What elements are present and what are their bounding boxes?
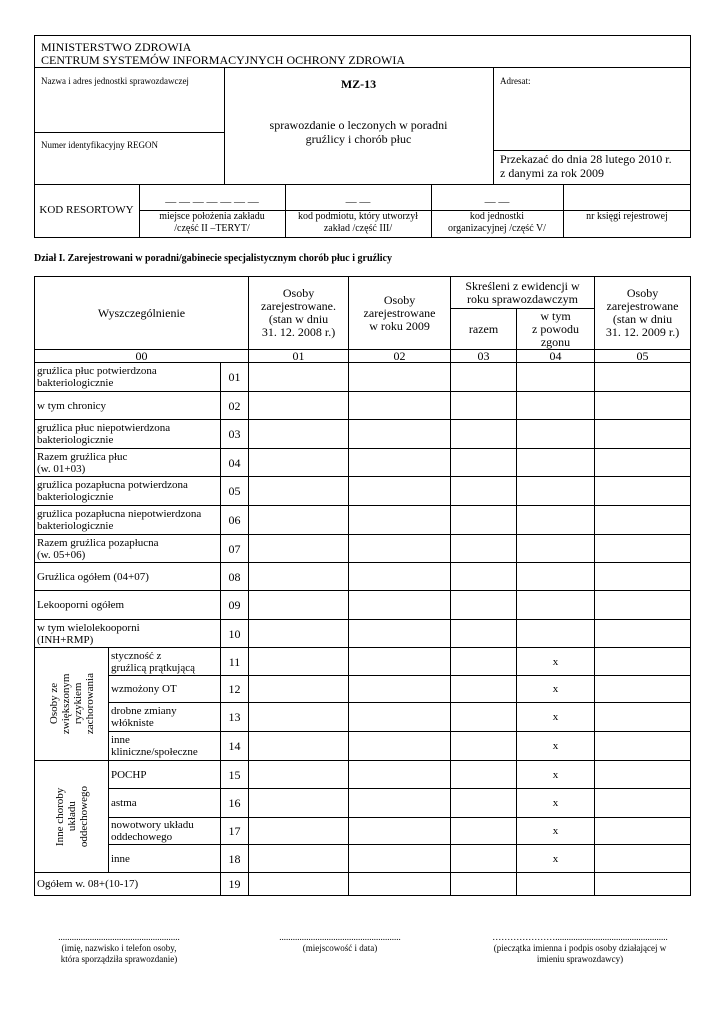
group-respiratory-label: [35, 761, 109, 873]
cell-col02[interactable]: [349, 703, 451, 732]
cell-col04[interactable]: [517, 449, 595, 477]
kod-col2-line2: zakład /część III/: [323, 223, 393, 234]
cell-col03[interactable]: [451, 761, 517, 789]
cell-col01[interactable]: [249, 591, 349, 620]
group-label-text: Osoby ze zwiększonym ryzykiem zachorowania: [47, 673, 96, 735]
cell-col02[interactable]: [349, 420, 451, 449]
cell-col05[interactable]: [595, 449, 691, 477]
cell-col05[interactable]: [595, 845, 691, 873]
cell-col03[interactable]: [451, 363, 517, 392]
row-label: gruźlica płuc niepotwierdzona bakteriologicznie: [35, 420, 221, 449]
cell-col04[interactable]: x: [517, 818, 595, 845]
kod-dashes-3: — —: [484, 196, 510, 208]
cell-col04[interactable]: [517, 620, 595, 648]
cell-col05[interactable]: [595, 873, 691, 896]
signature-rep-line2: imieniu sprawozdawcy): [536, 954, 624, 964]
table-row: [35, 363, 691, 392]
table-row: [35, 392, 691, 420]
cell-col04[interactable]: x: [517, 845, 595, 873]
colnum-05: 05: [595, 350, 691, 363]
kod-col4: nr księgi rejestrowej: [586, 211, 668, 222]
table-row: [35, 703, 691, 732]
row-number: 03: [221, 420, 249, 449]
cell-col03[interactable]: [451, 818, 517, 845]
table-row: [35, 620, 691, 648]
row-label: Razem gruźlica pozapłucna (w. 05+06): [35, 535, 221, 563]
header-wyszczegolnienie: Wyszczególnienie: [35, 277, 249, 350]
cell-col04[interactable]: [517, 420, 595, 449]
row-number: 02: [221, 392, 249, 420]
cell-col02[interactable]: [349, 392, 451, 420]
cell-col04[interactable]: [517, 363, 595, 392]
cell-col03[interactable]: [451, 620, 517, 648]
cell-col02[interactable]: [349, 873, 451, 896]
row-number: 08: [221, 563, 249, 591]
signature-preparer-line1: (imię, nazwisko i telefon osoby,: [61, 943, 177, 953]
header-col02: Osoby zarejestrowane w roku 2009: [349, 277, 451, 350]
row-number: 04: [221, 449, 249, 477]
cell-col03[interactable]: [451, 392, 517, 420]
kod-col1-line2: /część II –TERYT/: [174, 223, 250, 234]
cell-col05[interactable]: [595, 477, 691, 506]
cell-col03[interactable]: [451, 535, 517, 563]
cell-col03[interactable]: [451, 449, 517, 477]
row-label: gruźlica pozapłucna potwierdzona bakteriologicznie: [35, 477, 221, 506]
cell-col02[interactable]: [349, 591, 451, 620]
kod-col3-line1: kod jednostki: [469, 211, 525, 222]
addressee-label: Adresat:: [500, 76, 531, 86]
row-number: 11: [221, 648, 249, 676]
cell-col01[interactable]: [249, 620, 349, 648]
cell-col02[interactable]: [349, 789, 451, 818]
group-label-text: Inne choroby układu oddechowego: [53, 785, 90, 848]
cell-col01[interactable]: [249, 648, 349, 676]
cell-col01[interactable]: [249, 818, 349, 845]
cell-col03[interactable]: [451, 873, 517, 896]
row-number: 05: [221, 477, 249, 506]
cell-col04[interactable]: x: [517, 648, 595, 676]
cell-col05[interactable]: [595, 789, 691, 818]
row-number: 09: [221, 591, 249, 620]
row-number: 10: [221, 620, 249, 648]
cell-col04[interactable]: [517, 477, 595, 506]
cell-col05[interactable]: [595, 420, 691, 449]
row-number: 01: [221, 363, 249, 392]
signature-place-dots: ......................................................: [279, 932, 401, 942]
kod-dashes-1: — — — — — — —: [165, 196, 259, 208]
cell-col02[interactable]: [349, 535, 451, 563]
table-row: [35, 648, 691, 676]
kod-dashes-2: — —: [345, 196, 371, 208]
table-row: [35, 732, 691, 761]
cell-col01[interactable]: [249, 845, 349, 873]
cell-col01[interactable]: [249, 873, 349, 896]
cell-col03[interactable]: [451, 789, 517, 818]
row-number: 14: [221, 732, 249, 761]
signature-place-line1: (miejscowość i data): [302, 943, 378, 953]
table-row: [35, 818, 691, 845]
cell-col01[interactable]: [249, 761, 349, 789]
table-row: [35, 477, 691, 506]
header-wtym: w tym z powodu zgonu: [517, 309, 595, 350]
header-col01: Osoby zarejestrowane. (stan w dniu 31. 12. 2008 r.): [249, 277, 349, 350]
row-number: 07: [221, 535, 249, 563]
row-label: inne: [109, 845, 221, 873]
group-risk-label: [35, 648, 109, 761]
deadline-line1: Przekazać do dnia 28 lutego 2010 r.: [500, 152, 672, 166]
cell-col03[interactable]: [451, 420, 517, 449]
row-number: 13: [221, 703, 249, 732]
table-row: [35, 449, 691, 477]
cell-col05[interactable]: [595, 676, 691, 703]
kod-col1-line1: miejsce położenia zakładu: [159, 211, 265, 222]
ministry-name: MINISTERSTWO ZDROWIA: [41, 40, 192, 54]
cell-col02[interactable]: [349, 676, 451, 703]
cell-col02[interactable]: [349, 506, 451, 535]
colnum-02: 02: [349, 350, 451, 363]
cell-col02[interactable]: [349, 761, 451, 789]
cell-col03[interactable]: [451, 591, 517, 620]
cell-col01[interactable]: [249, 392, 349, 420]
form-title-line1: sprawozdanie o leczonych w poradni: [269, 118, 448, 132]
colnum-04: 04: [517, 350, 595, 363]
header-col05: Osoby zarejestrowane (stan w dniu 31. 12. 2009 r.): [595, 277, 691, 350]
cell-col03[interactable]: [451, 703, 517, 732]
cell-col04[interactable]: x: [517, 676, 595, 703]
row-label: POCHP: [109, 761, 221, 789]
section-title: Dział I. Zarejestrowani w poradni/gabinecie specjalistycznym chorób płuc i gruźlicy: [34, 253, 392, 264]
cell-col05[interactable]: [595, 506, 691, 535]
cell-col03[interactable]: [451, 563, 517, 591]
kod-col3-line2: organizacyjnej /część V/: [448, 223, 546, 234]
cell-col04[interactable]: [517, 535, 595, 563]
row-label: nowotwory układu oddechowego: [109, 818, 221, 845]
column-number-row: [35, 350, 691, 363]
row-label: gruźlica pozapłucna niepotwierdzona bakteriologicznie: [35, 506, 221, 535]
table-row: [35, 789, 691, 818]
cell-col03[interactable]: [451, 477, 517, 506]
table-row: [35, 845, 691, 873]
table-row: [35, 506, 691, 535]
form-title-line2: gruźlicy i chorób płuc: [305, 132, 412, 146]
cell-col02[interactable]: [349, 449, 451, 477]
unit-name-label: Nazwa i adres jednostki sprawozdawczej: [41, 76, 189, 86]
row-number: 18: [221, 845, 249, 873]
cell-col04[interactable]: [517, 392, 595, 420]
cell-col02[interactable]: [349, 732, 451, 761]
header-skresleni: Skreśleni z ewidencji w roku sprawozdawczym: [451, 277, 595, 309]
table-row: [35, 761, 691, 789]
cell-col02[interactable]: [349, 477, 451, 506]
cell-col01[interactable]: [249, 363, 349, 392]
row-label: Ogółem w. 08+(10-17): [35, 873, 221, 896]
center-name: CENTRUM SYSTEMÓW INFORMACYJNYCH OCHRONY ZDROWIA: [41, 53, 406, 67]
signature-preparer-dots: ......................................................: [58, 932, 180, 942]
table-row: [35, 535, 691, 563]
cell-col05[interactable]: [595, 363, 691, 392]
row-number: 15: [221, 761, 249, 789]
row-label: Gruźlica ogółem (04+07): [35, 563, 221, 591]
row-label: w tym chronicy: [35, 392, 221, 420]
data-table: [34, 276, 691, 896]
cell-col02[interactable]: [349, 563, 451, 591]
deadline-line2: z danymi za rok 2009: [500, 166, 604, 180]
cell-col04[interactable]: x: [517, 732, 595, 761]
cell-col01[interactable]: [249, 732, 349, 761]
cell-col05[interactable]: [595, 761, 691, 789]
cell-col02[interactable]: [349, 620, 451, 648]
cell-col05[interactable]: [595, 732, 691, 761]
cell-col04[interactable]: [517, 591, 595, 620]
row-label: wzmożony OT: [109, 676, 221, 703]
cell-col05[interactable]: [595, 535, 691, 563]
signature-rep-line1: (pieczątka imienna i podpis osoby działającej w: [493, 943, 667, 953]
cell-col02[interactable]: [349, 648, 451, 676]
row-label: gruźlica płuc potwierdzona bakteriologicznie: [35, 363, 221, 392]
cell-col03[interactable]: [451, 676, 517, 703]
cell-col03[interactable]: [451, 506, 517, 535]
cell-col05[interactable]: [595, 591, 691, 620]
colnum-00: 00: [35, 350, 249, 363]
cell-col03[interactable]: [451, 732, 517, 761]
signature-rep-dots: …………………..................................................: [492, 932, 668, 942]
signature-preparer: [34, 932, 204, 965]
cell-col01[interactable]: [249, 676, 349, 703]
cell-col01[interactable]: [249, 703, 349, 732]
cell-col05[interactable]: [595, 818, 691, 845]
row-number: 06: [221, 506, 249, 535]
cell-col04[interactable]: [517, 563, 595, 591]
cell-col01[interactable]: [249, 535, 349, 563]
table-row: [35, 873, 691, 896]
signature-preparer-line2: która sporządziła sprawozdanie): [60, 954, 178, 964]
row-label: styczność z gruźlicą prątkującą: [109, 648, 221, 676]
table-row: [35, 420, 691, 449]
cell-col03[interactable]: [451, 845, 517, 873]
cell-col04[interactable]: x: [517, 703, 595, 732]
row-label: inne kliniczne/społeczne: [109, 732, 221, 761]
cell-col04[interactable]: x: [517, 761, 595, 789]
cell-col05[interactable]: [595, 563, 691, 591]
row-number: 19: [221, 873, 249, 896]
row-label: w tym wielolekooporni (INH+RMP): [35, 620, 221, 648]
kod-col2-line1: kod podmiotu, który utworzył: [298, 211, 418, 222]
regon-label: Numer identyfikacyjny REGON: [41, 140, 158, 150]
signature-representative: [470, 932, 690, 965]
cell-col01[interactable]: [249, 420, 349, 449]
cell-col05[interactable]: [595, 703, 691, 732]
row-label: drobne zmiany włókniste: [109, 703, 221, 732]
cell-col05[interactable]: [595, 392, 691, 420]
cell-col03[interactable]: [451, 648, 517, 676]
row-label: Lekooporni ogółem: [35, 591, 221, 620]
cell-col01[interactable]: [249, 506, 349, 535]
table-row: [35, 563, 691, 591]
table-row: [35, 676, 691, 703]
cell-col04[interactable]: [517, 873, 595, 896]
kod-resortowy-label: KOD RESORTOWY: [39, 204, 134, 216]
table-row: [35, 591, 691, 620]
form-code: MZ-13: [340, 77, 377, 91]
cell-col01[interactable]: [249, 789, 349, 818]
cell-col02[interactable]: [349, 818, 451, 845]
cell-col01[interactable]: [249, 477, 349, 506]
row-label: Razem gruźlica płuc (w. 01+03): [35, 449, 221, 477]
row-number: 12: [221, 676, 249, 703]
cell-col05[interactable]: [595, 648, 691, 676]
cell-col05[interactable]: [595, 620, 691, 648]
cell-col04[interactable]: [517, 506, 595, 535]
cell-col01[interactable]: [249, 449, 349, 477]
row-number: 16: [221, 789, 249, 818]
header-razem: razem: [451, 309, 517, 350]
colnum-03: 03: [451, 350, 517, 363]
cell-col02[interactable]: [349, 845, 451, 873]
row-label: astma: [109, 789, 221, 818]
cell-col02[interactable]: [349, 363, 451, 392]
row-number: 17: [221, 818, 249, 845]
cell-col04[interactable]: x: [517, 789, 595, 818]
signature-place-date: [265, 932, 415, 954]
colnum-01: 01: [249, 350, 349, 363]
cell-col01[interactable]: [249, 563, 349, 591]
